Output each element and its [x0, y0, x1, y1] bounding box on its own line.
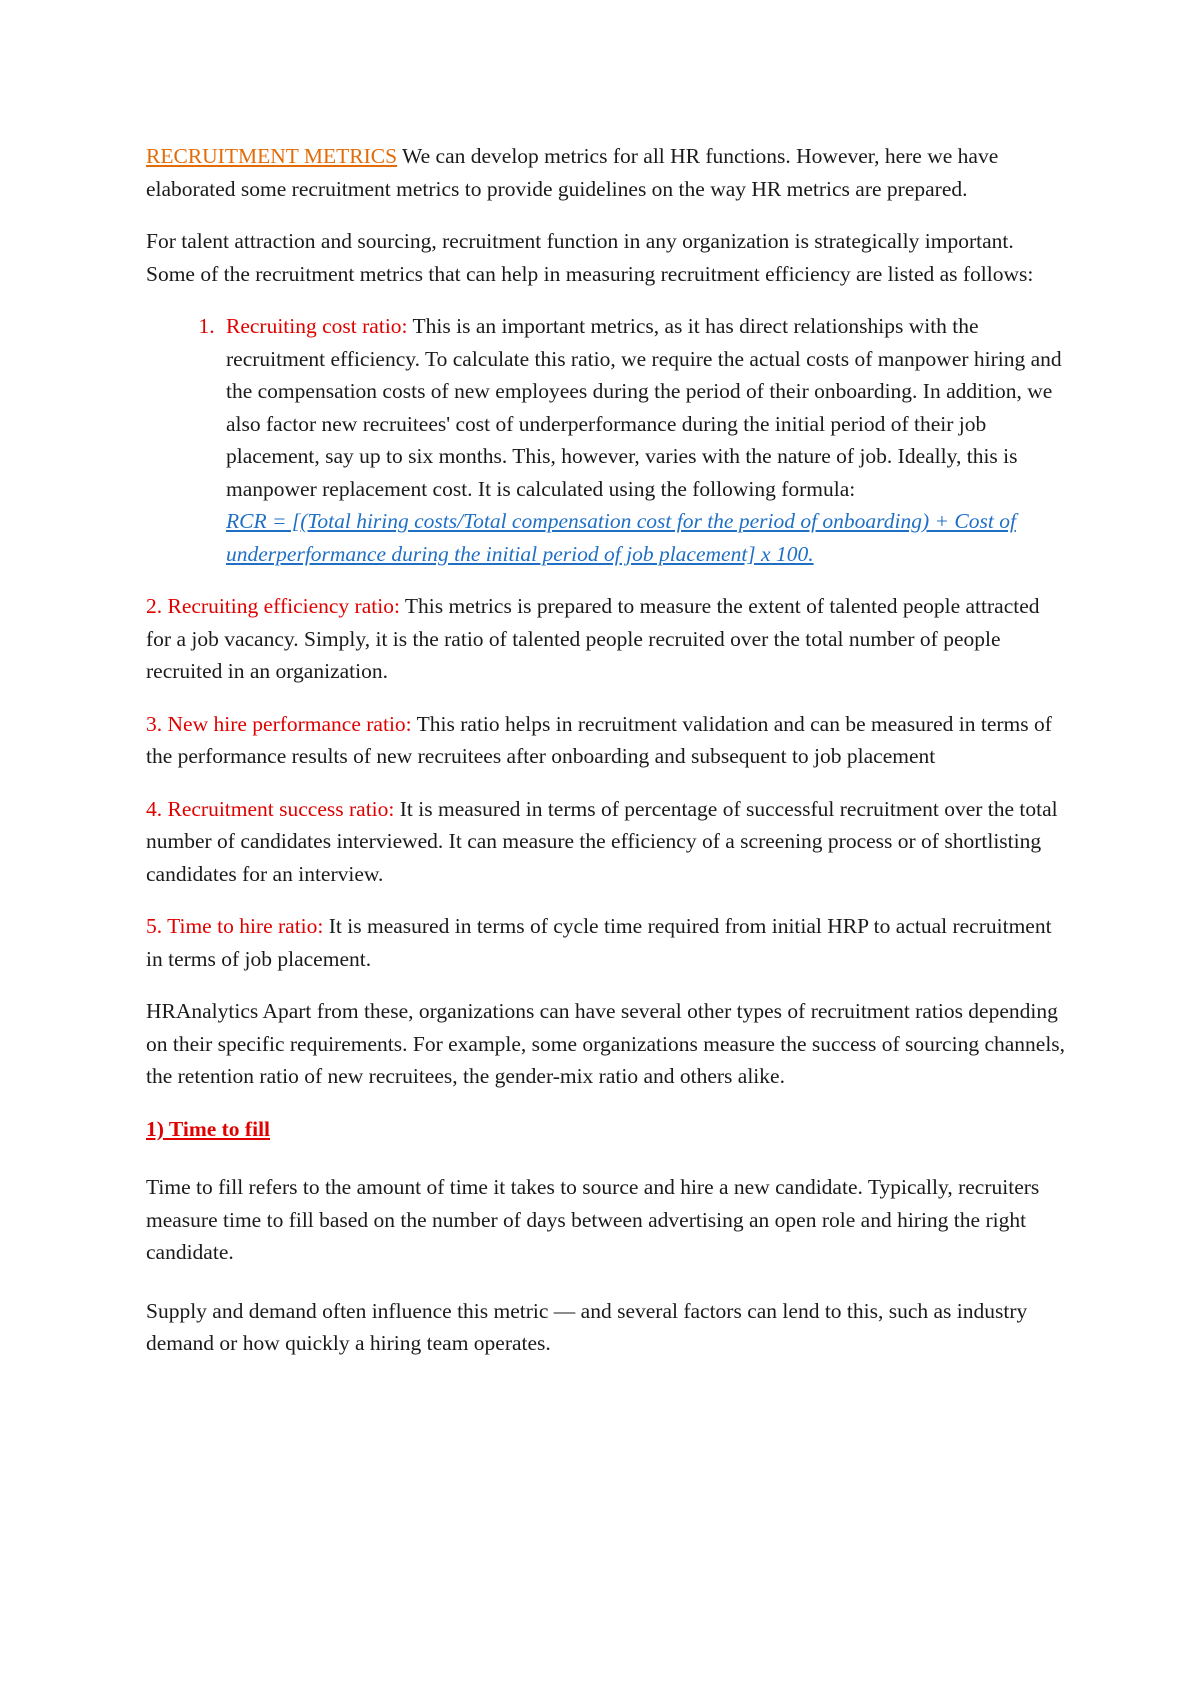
metric-label-4: 4. Recruitment success ratio:: [146, 796, 395, 821]
hranalytics-paragraph: HRAnalytics Apart from these, organizations can have several other types of recruitment ratios depending on their specific requirements. For example, some organizations measure the success of sourcing channels, the retention ratio of new recruitees, the gender-mix ratio and others alike.: [146, 999, 1066, 1088]
metric-paragraph-5: [146, 910, 1066, 975]
metric-label-5: 5. Time to hire ratio:: [146, 914, 324, 938]
intro-paragraph: [146, 140, 1066, 205]
section-heading-time-to-fill: 1) Time to fill: [146, 1116, 271, 1141]
recruiting-cost-ratio-label: Recruiting cost ratio:: [226, 314, 408, 338]
metric-paragraph-4: [146, 793, 1066, 891]
metric-label-2: 2. Recruiting efficiency ratio:: [146, 594, 400, 618]
document-title: RECRUITMENT METRICS: [146, 144, 398, 168]
metric-text-5: It is measured in terms of cycle time required from initial HRP to actual recruitment in terms of job placement.: [146, 914, 1052, 971]
time-to-fill-paragraph-1: Time to fill refers to the amount of time it takes to source and hire a new candidate. Typically, recruiters measure time to fill based on the number of days between advertising an open role and hiring the right candidate.: [146, 1175, 1040, 1264]
recruiting-cost-ratio-text: This is an important metrics, as it has direct relationships with the recruitment efficiency. To calculate this ratio, we require the actual costs of manpower hiring and the compensation costs of new employees during the period of their onboarding. In addition, we also factor new recruitees' cost of underperformance during the initial period of their job placement, say up to six months. This, however, varies with the nature of job. Ideally, this is manpower replacement cost. It is calculated using the following formula:: [226, 314, 1062, 501]
metric-text-4: It is measured in terms of percentage of successful recruitment over the total number of candidates interviewed. It can measure the efficiency of a screening process or of shortlisting candidates for an interview.: [146, 796, 1058, 886]
intro-text: We can develop metrics for all HR functions. However, here we have elaborated some recruitment metrics to provide guidelines on the way HR metrics are prepared.: [146, 144, 999, 201]
time-to-fill-paragraph-2: Supply and demand often influence this metric — and several factors can lend to this, such as industry demand or how quickly a hiring team operates.: [146, 1298, 1028, 1355]
metrics-list: [146, 310, 1066, 570]
list-item-recruiting-cost-ratio: [220, 310, 1066, 570]
metric-paragraph-2: [146, 590, 1066, 688]
metric-text-3: This ratio helps in recruitment validation and can be measured in terms of the performance results of new recruitees after onboarding and subsequent to job placement: [146, 711, 1052, 768]
talent-paragraph: For talent attraction and sourcing, recruitment function in any organization is strategically important. Some of the recruitment metrics that can help in measuring recruitment efficiency are listed as follows:: [146, 229, 1034, 286]
metric-paragraph-3: [146, 708, 1066, 773]
rcr-formula: RCR = [(Total hiring costs/Total compensation cost for the period of onboarding) + Cost of underperformance during the initial period of job placement] x 100.: [226, 509, 1016, 566]
document-page: [146, 140, 1066, 1360]
metric-text-2: This metrics is prepared to measure the extent of talented people attracted for a job vacancy. Simply, it is the ratio of talented people recruited over the total number of people recruited in an organization.: [146, 594, 1040, 683]
metric-label-3: 3. New hire performance ratio:: [146, 711, 412, 736]
